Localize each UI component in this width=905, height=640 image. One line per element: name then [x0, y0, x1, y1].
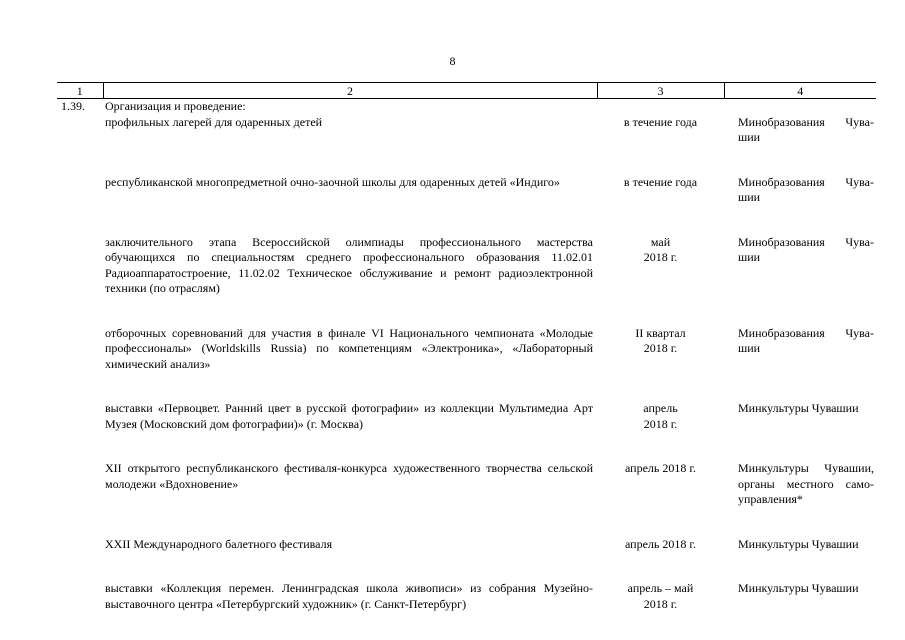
event-term — [597, 175, 724, 206]
row-number-cell — [57, 115, 103, 146]
event-executor — [724, 581, 876, 612]
term-line: апрель — [643, 401, 678, 415]
event-description: заключительного этапа Всероссийской олимпиады профессионального мастерства обучающихся по специальностям среднего профессионального образования 11.02.01 Радиоаппаратостроение, 11.02.02 Техническое обслуживание и ремонт радиоэлектронной техники (по отраслям) — [105, 234, 593, 295]
event-executor — [724, 326, 876, 373]
page-number: 8 — [449, 54, 456, 68]
term-line: II квартал — [635, 325, 686, 340]
table-row — [57, 461, 876, 508]
table-row — [57, 326, 876, 373]
event-term — [597, 326, 724, 373]
event-description: отборочных соревнований для участия в финале VI Национального чемпионата «Молодые профессионалы» (Worldskills Russia) по компетенциям «Электроника», «Лабораторный химический анализ» — [105, 325, 593, 371]
row-spacer — [57, 297, 876, 326]
executor-line: органы местного само- — [738, 476, 874, 491]
event-description: профильных лагерей для одаренных детей — [105, 114, 323, 129]
event-term — [597, 115, 724, 146]
event-executor — [724, 235, 876, 297]
plan-table — [57, 82, 876, 612]
term-line: апрель – май — [627, 581, 694, 595]
executor-line: управления* — [738, 492, 803, 506]
event-description: XXII Международного балетного фестиваля — [105, 536, 333, 551]
event-term — [597, 235, 724, 297]
executor-line: Минобразования Чува- — [738, 325, 874, 340]
executor-line: шии — [738, 190, 761, 204]
event-description: XII открытого республиканского фестиваля-конкурса художественного творчества сельской молодежи «Вдохновение» — [105, 461, 593, 491]
executor-line: Минобразования Чува- — [738, 174, 874, 189]
intro-row — [57, 99, 876, 115]
column-header: 4 — [724, 83, 876, 99]
row-number-cell — [57, 326, 103, 373]
row-spacer — [57, 206, 876, 235]
row-spacer — [57, 372, 876, 401]
column-header: 1 — [57, 83, 103, 99]
executor-line: Минобразования Чува- — [738, 234, 874, 249]
term-line: 2018 г. — [643, 250, 678, 264]
executor-line: Минобразования Чува- — [738, 114, 874, 129]
executor-line: Минкультуры Чувашии — [738, 401, 859, 415]
event-description: выставки «Коллекция перемен. Ленинградская школа живописи» из собрания Музейно-выставочного центра «Петербургский художник» (г. Санкт-Петербург) — [105, 581, 593, 611]
term-line: в течение года — [623, 174, 698, 189]
column-header: 3 — [597, 83, 724, 99]
item-intro: Организация и проведение: — [105, 99, 246, 113]
event-executor — [724, 115, 876, 146]
table-row — [57, 537, 876, 553]
table-row — [57, 581, 876, 612]
term-line: в течение года — [623, 114, 698, 129]
executor-line: шии — [738, 130, 761, 144]
table-row — [57, 235, 876, 297]
term-line: май — [650, 234, 671, 249]
column-header-row — [57, 83, 876, 99]
term-line: апрель 2018 г. — [625, 536, 696, 551]
event-description: республиканской многопредметной очно-заочной школы для одаренных детей «Индиго» — [105, 174, 560, 189]
term-line: апрель 2018 г. — [625, 461, 696, 475]
event-executor — [724, 537, 876, 553]
row-spacer — [57, 552, 876, 581]
executor-line: шии — [738, 341, 761, 355]
event-executor — [724, 401, 876, 432]
term-line: 2018 г. — [643, 416, 678, 431]
executor-line: шии — [738, 250, 761, 264]
event-term — [597, 461, 724, 508]
event-description: выставки «Первоцвет. Ранний цвет в русской фотографии» из коллекции Мультимедиа Арт Музея (Московский дом фотографии)» (г. Москва) — [105, 401, 593, 431]
row-spacer — [57, 146, 876, 175]
row-spacer — [57, 432, 876, 461]
table-row — [57, 115, 876, 146]
row-number-cell — [57, 537, 103, 553]
row-number-cell — [57, 175, 103, 206]
executor-line: Минкультуры Чувашии, — [738, 461, 874, 475]
executor-line: Минкультуры Чувашии — [738, 581, 859, 595]
row-number-cell — [57, 581, 103, 612]
table-row — [57, 401, 876, 432]
row-number-cell — [57, 461, 103, 508]
table-row — [57, 175, 876, 206]
event-term — [597, 537, 724, 553]
table-body — [57, 99, 876, 613]
executor-line: Минкультуры Чувашии — [738, 536, 859, 551]
event-term — [597, 401, 724, 432]
event-executor — [724, 461, 876, 508]
item-number: 1.39. — [61, 99, 85, 113]
row-number-cell — [57, 235, 103, 297]
term-line: 2018 г. — [643, 596, 678, 611]
row-spacer — [57, 508, 876, 537]
term-line: 2018 г. — [643, 341, 678, 355]
row-number-cell — [57, 401, 103, 432]
column-header: 2 — [103, 83, 597, 99]
event-executor — [724, 175, 876, 206]
event-term — [597, 581, 724, 612]
